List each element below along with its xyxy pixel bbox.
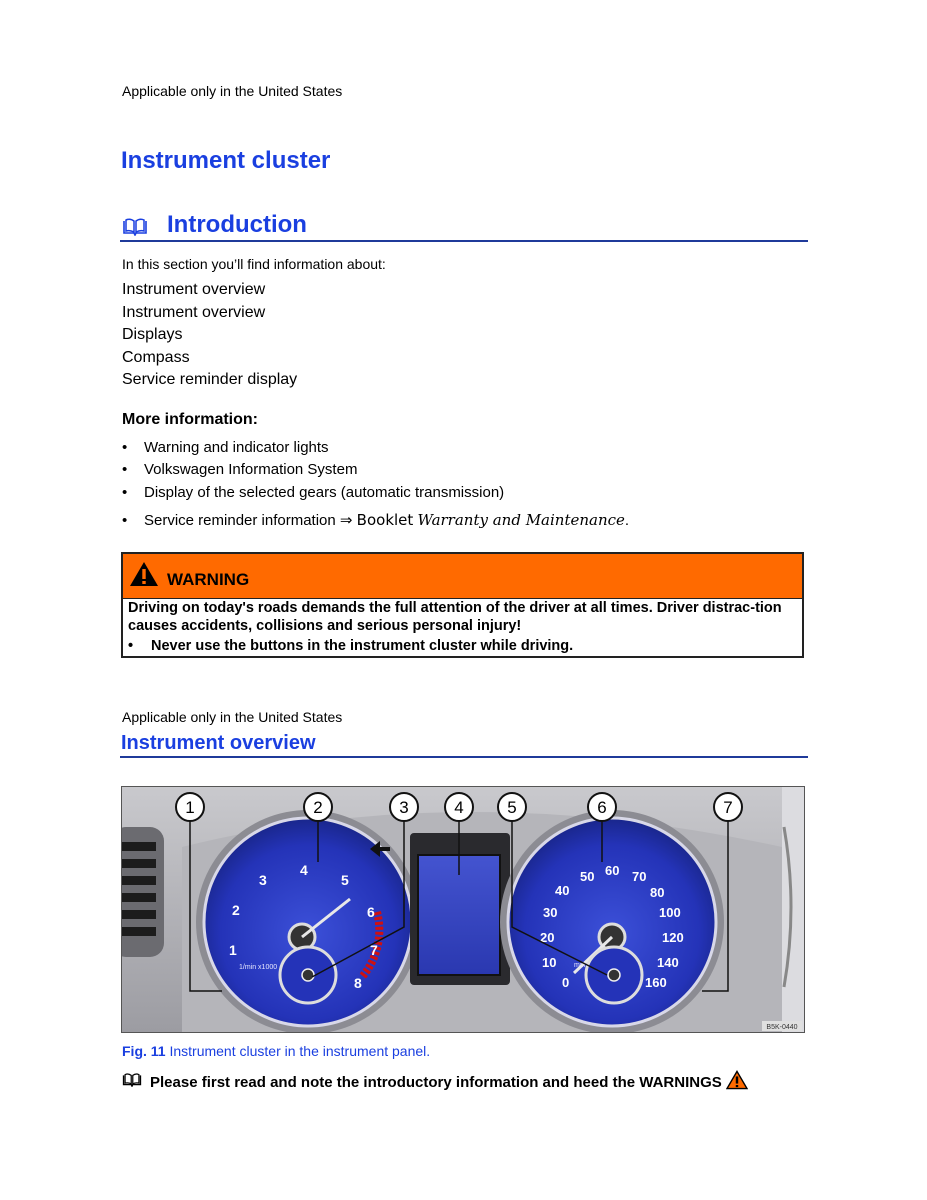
book-icon	[122, 1073, 150, 1091]
tacho-label: 2	[232, 902, 240, 918]
cross-reference-arrow: ⇒	[339, 512, 353, 529]
speedo-label: 10	[542, 955, 557, 970]
topic-list	[122, 279, 297, 392]
speedo-label: 0	[562, 975, 570, 990]
speedo-label: 80	[650, 885, 665, 900]
tacho-label: 5	[341, 872, 349, 888]
list-item: • Warning and indicator lights	[122, 439, 329, 456]
callout-number: 6	[597, 798, 607, 817]
callout-number: 7	[723, 798, 733, 817]
warning-item-text: Never use the buttons in the instrument cluster while driving.	[151, 638, 574, 654]
applicability-note: Applicable only in the United States	[122, 709, 343, 725]
tacho-label: 3	[259, 872, 267, 888]
speedo-label: 20	[540, 930, 555, 945]
topic-link[interactable]: Instrument overview	[122, 281, 266, 298]
warning-triangle-icon	[726, 1070, 748, 1094]
subsection-title: Instrument overview	[121, 732, 316, 754]
sentence-end: .	[624, 512, 630, 529]
topic-link[interactable]: Compass	[122, 348, 190, 366]
warning-triangle-icon	[129, 560, 159, 588]
callout-number: 4	[454, 798, 464, 817]
instrument-cluster-figure	[121, 786, 805, 1033]
callout-number: 3	[399, 798, 409, 817]
warning-body: Driving on today's roads demands the full attention of the driver at all times. Driver distrac-tion causes accidents, collisions and serious personal injury!	[128, 600, 782, 634]
speedo-label: 60	[605, 863, 620, 878]
applicability-note: Applicable only in the United States	[122, 83, 343, 99]
list-item: • Service reminder information ⇒ Booklet Warranty and Maintenance .	[122, 511, 630, 529]
more-info-heading: More information:	[122, 411, 258, 428]
tacho-label: 7	[370, 942, 378, 958]
list-item: • Volkswagen Information System	[122, 461, 358, 478]
more-info-link[interactable]: Display of the selected gears (automatic transmission)	[144, 484, 505, 501]
speedo-label: 70	[632, 869, 647, 884]
intro-note-text: Please first read and note the introductory information and heed the WARNINGS	[150, 1073, 722, 1091]
speedo-label: 140	[657, 955, 679, 970]
topic-link[interactable]: Service reminder display	[122, 371, 298, 388]
more-info-link[interactable]: Volkswagen Information System	[144, 461, 358, 478]
warning-title: WARNING	[167, 570, 250, 589]
warning-item: • Never use the buttons in the instrument cluster while driving.	[128, 638, 574, 654]
callout-number: 1	[185, 798, 195, 817]
image-code: B5K-0440	[766, 1024, 798, 1031]
speedo-label: 50	[580, 869, 595, 884]
speedo-label: 40	[555, 883, 570, 898]
section-rule	[120, 240, 808, 242]
booklet-label: Booklet	[356, 511, 414, 529]
tacho-unit: 1/min x1000	[239, 964, 278, 971]
section-title: Introduction	[167, 211, 307, 238]
speedo-label: 120	[662, 930, 684, 945]
cluster-illustration	[122, 787, 804, 1032]
tacho-label: 6	[367, 904, 375, 920]
speedo-label: 160	[645, 975, 667, 990]
callout-number: 2	[313, 798, 323, 817]
tacho-label: 4	[300, 862, 308, 878]
tacho-label: 1	[229, 942, 237, 958]
intro-note	[122, 1070, 748, 1094]
speedo-unit: mph	[574, 962, 588, 969]
speedo-label: 30	[543, 905, 558, 920]
figure-caption	[122, 1043, 430, 1059]
callout-number: 5	[507, 798, 517, 817]
topic-link[interactable]: Displays	[122, 326, 183, 343]
figure-label: Fig. 11	[122, 1043, 166, 1059]
book-icon	[122, 218, 150, 236]
list-item: • Display of the selected gears (automatic transmission)	[122, 484, 505, 501]
subsection-rule	[120, 756, 808, 758]
more-info-link[interactable]: Warning and indicator lights	[144, 439, 329, 456]
tacho-label: 8	[354, 975, 362, 991]
speedo-label: 100	[659, 905, 681, 920]
booklet-title: Warranty and Maintenance	[417, 511, 625, 529]
warning-box	[121, 552, 804, 658]
figure-caption-text: Instrument cluster in the instrument panel.	[169, 1043, 431, 1059]
intro-text: In this section you’ll find information about:	[122, 256, 386, 272]
warning-header	[123, 554, 802, 599]
topic-link[interactable]: Instrument overview	[122, 303, 266, 321]
page-title: Instrument cluster	[121, 147, 331, 174]
more-info-text: Service reminder information	[144, 512, 336, 529]
